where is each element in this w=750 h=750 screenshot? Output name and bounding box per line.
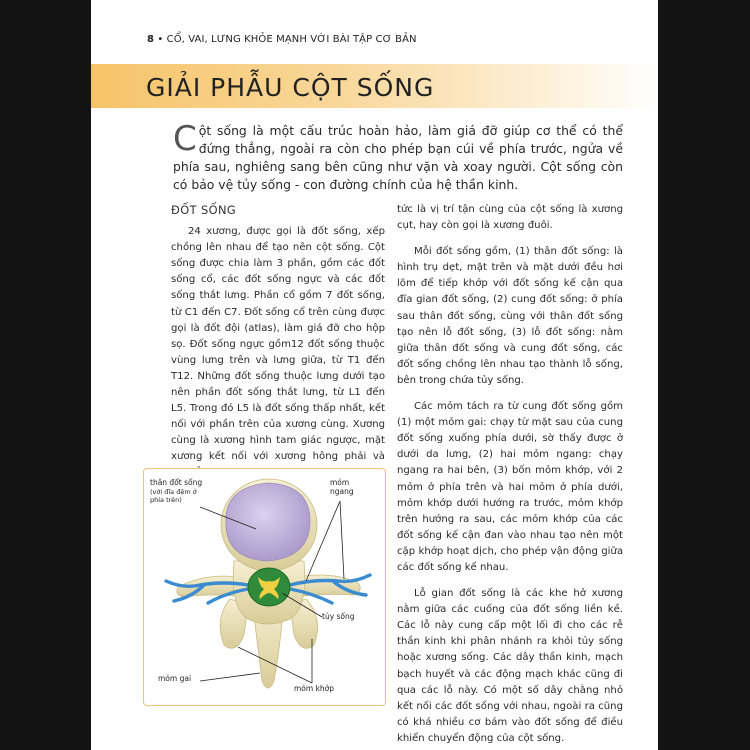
intro-paragraph — [173, 119, 623, 194]
drop-cap: C — [173, 119, 197, 159]
body-paragraph: Mỗi đốt sống gồm, (1) thân đốt sống: là hình trụ dẹt, mặt trên và mặt dưới đều hơi lõm để tiếp khớp với đốt sống kế cận qua đĩa gian đốt sống, (2) cung đốt sống: ở phía sau thân đốt sống, cùng với thân đốt sống tạo nên lỗ đốt sống, (3) lỗ đốt sống: nằm giữa thân đốt sống và cung đốt sống, các đốt sống chồng lên nhau tạo thành lỗ sống, bên trong chứa tủy sống. — [397, 246, 623, 386]
book-title: CỔ, VAI, LƯNG KHỎE MẠNH VỚI BÀI TẬP CƠ BẢN — [166, 34, 417, 45]
page-title: GIẢI PHẪU CỘT SỐNG — [146, 73, 435, 102]
section-heading: ĐỐT SỐNG — [171, 203, 237, 217]
book-page — [91, 0, 658, 750]
label-vertebral-body: thân đốt sống (với đĩa đệm ở phía trên) — [150, 479, 212, 505]
column-left — [171, 202, 385, 492]
running-header — [147, 34, 417, 45]
label-vertebral-body-note: (với đĩa đệm ở phía trên) — [150, 487, 197, 504]
header-bullet: • — [157, 34, 164, 45]
body-paragraph: Lỗ gian đốt sống là các khe hở xương nằm giữa các cuống của đốt sống liền kề. Các lỗ này cung cấp một lối đi cho các rễ thần kinh khi phân nhánh ra khỏi tủy sống hoặc xương sống. Các dây thần kinh, mạch bạch huyết và các động mạch khác cũng đi qua các lỗ này. Có một số dây chằng nhỏ kết nối các đốt sống với nhau, ngoài ra cũng có khá nhiều cơ bám vào đốt sống để điều khiển chuyển động của cột sống. — [397, 588, 623, 744]
body-paragraph: Các mỏm tách ra từ cung đốt sống gồm (1) một mỏm gai: chạy từ mặt sau của cung đốt sống xuống phía dưới, sờ thấy được ở dưới da lưng, (2) hai mỏm ngang: chạy ngang ra hai bên, (3) bốn mỏm khớp, với 2 mỏm ở phía trên và hai mỏm ở phía dưới, mỏm khớp dưới hướng ra trước, mỏm khớp trên hướng ra sau, các mỏm khớp của các đốt sống kế cận đan vào nhau tạo nên một cặp khớp hoạt dịch, cho phép vận động giữa các đốt sống kế nhau. — [397, 401, 623, 573]
title-band — [91, 64, 658, 108]
label-spinous-process: mỏm gai — [158, 674, 192, 683]
vertebra-figure — [143, 468, 386, 706]
label-spinal-cord: tủy sống — [322, 612, 355, 621]
intro-text: ột sống là một cấu trúc hoàn hảo, làm giá đỡ giúp cơ thể có thể đứng thẳng, ngoài ra còn cho phép bạn cúi về phía trước, ngửa về phía sau, nghiêng sang bên cũng như vặn và xoay người. Cột sống còn có bảo vệ tủy sống - con đường chính của hệ thần kinh. — [173, 123, 623, 192]
page-number: 8 — [147, 34, 155, 45]
label-transverse-process: mỏm ngang — [330, 478, 354, 496]
column-right — [397, 202, 623, 750]
label-articular-process: mỏm khớp — [294, 684, 335, 693]
body-paragraph: 24 xương, được gọi là đốt sống, xếp chồng lên nhau để tạo nên cột sống. Cột sống được chia làm 3 phần, gồm các đốt sống cổ, các đốt sống ngực và các đốt sống thắt lưng. Phần cổ gồm 7 đốt sống, từ C1 đến C7. Đốt sống cổ trên cùng được gọi là đốt đội (atlas), làm giá đỡ cho hộp sọ. Đốt sống ngực gồm12 đốt sống thuộc vùng lưng trên và lưng giữa, từ T1 đến T12. Những đốt sống thuộc lưng dưới tạo nên phần đốt sống thắt lưng, từ L1 đến L5. Trong đó L5 là đốt sống thấp nhất, kết nối với phần trên của xương cùng. Xương cùng là xương hình tam giác ngược, mặt xương kết nối với xương hông phải và — [171, 226, 385, 463]
body-paragraph: tức là vị trí tận cùng của cột sống là xương cụt, hay còn gọi là xương đuôi. — [397, 204, 623, 232]
